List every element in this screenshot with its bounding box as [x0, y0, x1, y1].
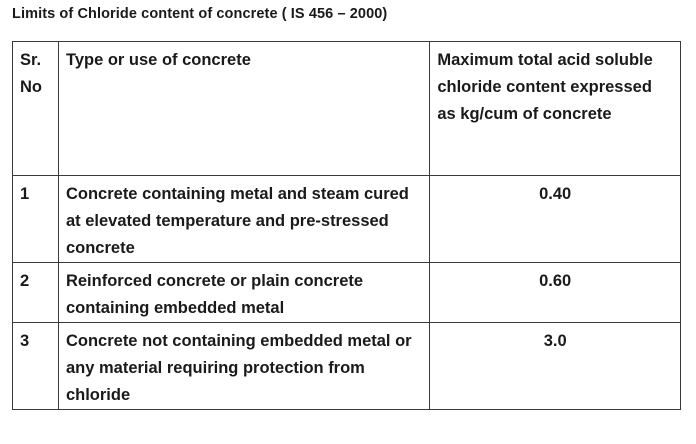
row-value: 3.0 [430, 323, 681, 410]
row-sr-no: 3 [13, 323, 59, 410]
header-type: Type or use of concrete [58, 42, 429, 176]
table-row [13, 263, 681, 323]
header-max-chloride: Maximum total acid soluble chloride content expressed as kg/cum of concrete [430, 42, 681, 176]
row-type: Reinforced concrete or plain concrete containing embedded metal [58, 263, 429, 323]
row-value: 0.60 [430, 263, 681, 323]
table-row [13, 323, 681, 410]
table-row [13, 176, 681, 263]
row-sr-no: 1 [13, 176, 59, 263]
table-header-row [13, 42, 681, 176]
header-sr-no: Sr. No [13, 42, 59, 176]
row-sr-no: 2 [13, 263, 59, 323]
chloride-limits-table [12, 41, 681, 410]
page-title: Limits of Chloride content of concrete ( IS 456 – 2000) [12, 6, 388, 22]
row-type: Concrete containing metal and steam cured at elevated temperature and pre-stressed concrete [58, 176, 429, 263]
row-type: Concrete not containing embedded metal or any material requiring protection from chloride [58, 323, 429, 410]
row-value: 0.40 [430, 176, 681, 263]
